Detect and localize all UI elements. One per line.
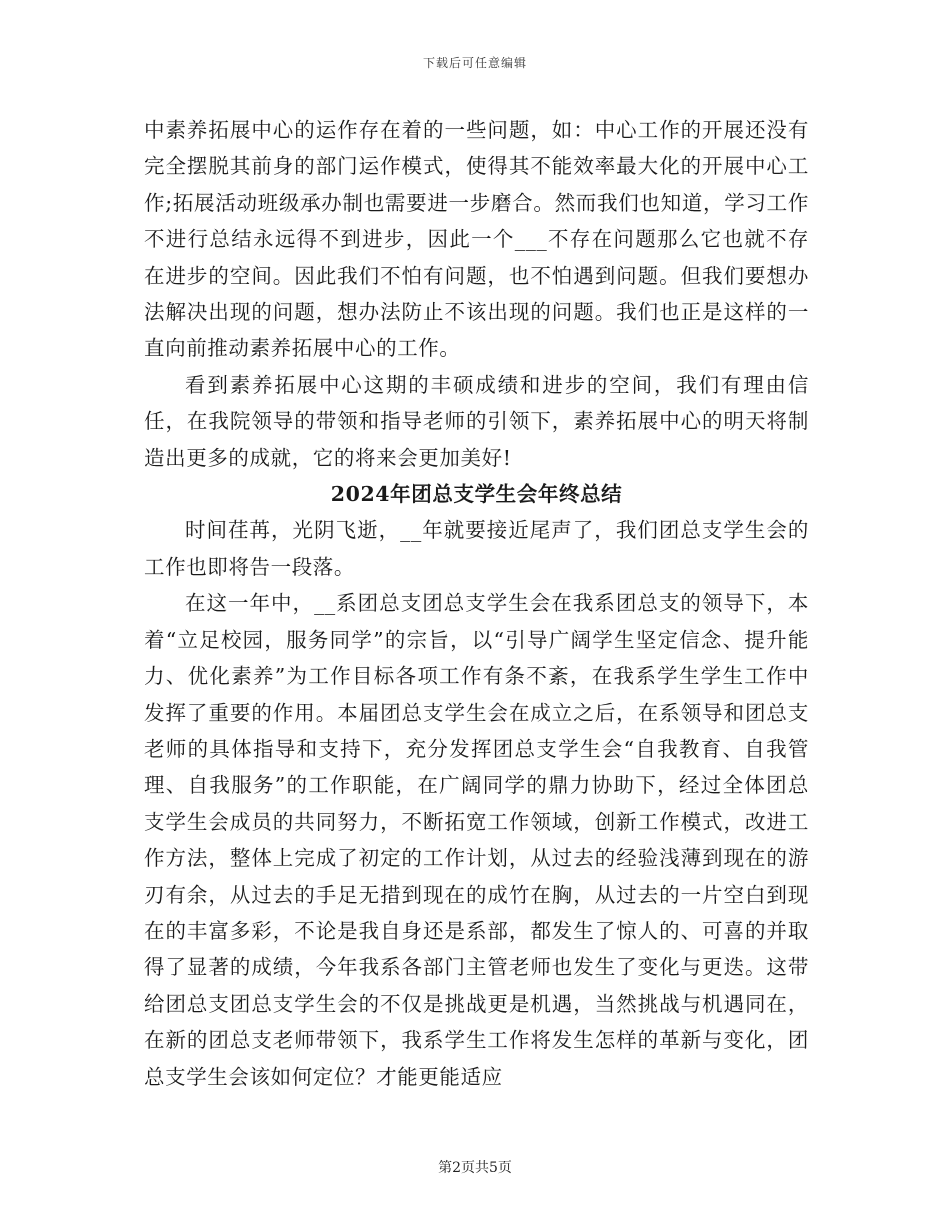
paragraph-main: 在这一年中，__系团总支团总支学生会在我系团总支的领导下，本着“立足校园，服务同学”的宗旨，以“引导广阔学生坚定信念、提升能力、优化素养”为工作目标各项工作有条不紊，在我系学生学生工作中发挥了重要的作用。本届团总支学生会在成立之后，在系领导和团总支老师的具体指导和支持下，充分发挥团总支学生会“自我教育、自我管理、自我服务”的工作职能，在广阔同学的鼎力协助下，经过全体团总支学生会成员的共同努力，不断拓宽工作领域，创新工作模式，改进工作方法，整体上完成了初定的工作计划，从过去的经验浅薄到现在的游刃有余，从过去的手足无措到现在的成竹在胸，从过去的一片空白到现在的丰富多彩，不论是我自身还是系部，都发生了惊人的、可喜的并取得了显著的成绩，今年我系各部门主管老师也发生了变化与更迭。这带给团总支团总支学生会的不仅是挑战更是机遇，当然挑战与机遇同在，在新的团总支老师带领下，我系学生工作将发生怎样的革新与变化，团总支学生会该如何定位？才能更能适应 (144, 591, 809, 1089)
document-body (144, 112, 809, 1095)
page-number: 第2页共5页 (438, 1160, 512, 1176)
paragraph-conclusion: 看到素养拓展中心这期的丰硕成绩和进步的空间，我们有理由信任，在我院领导的带领和指导老师的引领下，素养拓展中心的明天将制造出更多的成就，它的将来会更加美好! (144, 372, 809, 470)
section-title: 2024年团总支学生会年终总结 (330, 482, 623, 507)
page-header: 下载后可任意编辑 (422, 56, 527, 70)
paragraph-intro: 时间荏苒，光阴飞逝，__年就要接近尾声了，我们团总支学生会的工作也即将告一段落。 (144, 518, 809, 579)
paragraph-continued: 中素养拓展中心的运作存在着的一些问题，如：中心工作的开展还没有完全摆脱其前身的部门运作模式，使得其不能效率最大化的开展中心工作;拓展活动班级承办制也需要进一步磨合。然而我们也知道，学习工作不进行总结永远得不到进步，因此一个___不存在问题那么它也就不存在进步的空间。因此我们不怕有问题，也不怕遇到问题。但我们要想办法解决出现的问题，想办法防止不该出现的问题。我们也正是这样的一直向前推动素养拓展中心的工作。 (144, 118, 809, 361)
